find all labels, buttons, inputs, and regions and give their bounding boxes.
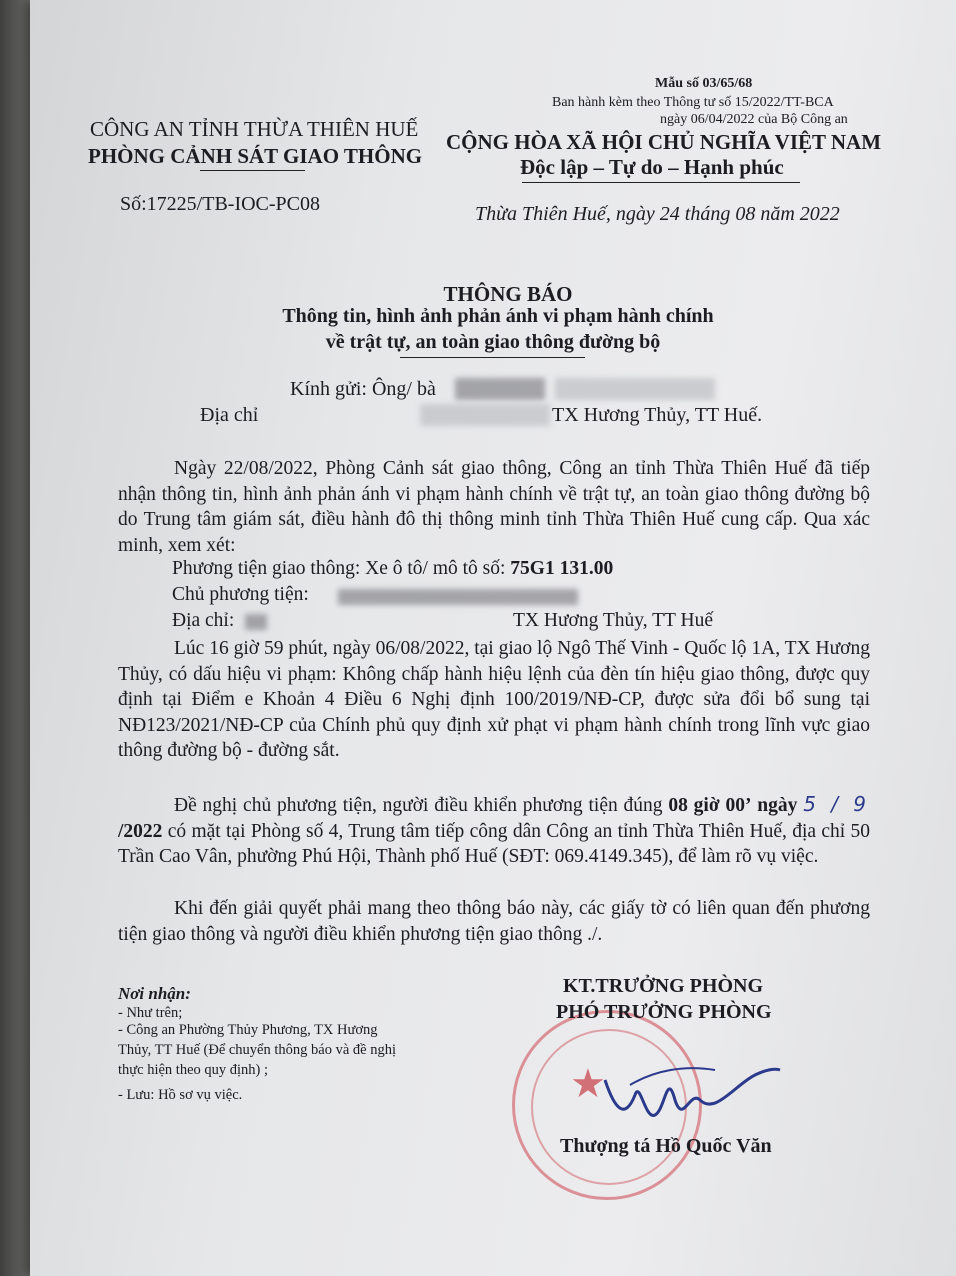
place-and-date: Thừa Thiên Huế, ngày 24 tháng 08 năm 2022 (475, 203, 840, 225)
stamp-star-icon: ★ (570, 1061, 606, 1106)
department-name: PHÒNG CẢNH SÁT GIAO THÔNG (88, 144, 423, 168)
vehicle-label: Phương tiện giao thông: Xe ô tô/ mô tô số: (172, 558, 511, 579)
signature-title-1: KT.TRƯỞNG PHÒNG (563, 975, 763, 997)
paragraph-violation: Lúc 16 giờ 59 phút, ngày 06/08/2022, tại giao lộ Ngô Thế Vinh - Quốc lộ 1A, TX Hương Thủy, có dấu hiệu vi phạm: Không chấp hành hiệu lệnh của đèn tín hiệu giao thông, được quy định tại Điểm e Khoản 4 Điều 6 Nghị định 100/2019/NĐ-CP, được sửa đổi bổ sung tại NĐ123/2021/NĐ-CP của Chính phủ quy định xử phạt vi phạm hành chính trong lĩnh vực giao thông đường bộ - đường sắt. (118, 638, 870, 762)
signature-title-2: PHÓ TRƯỞNG PHÒNG (556, 1001, 772, 1023)
title-underline (400, 357, 585, 358)
vehicle-line (172, 558, 613, 580)
recipients-title: Nơi nhận: (118, 984, 191, 1003)
notice-subtitle-2: về trật tự, an toàn giao thông đường bộ (325, 331, 661, 353)
handwritten-date: 5 / 9 (803, 792, 871, 816)
appointment-day-label: ngày (757, 795, 798, 816)
form-number: Mẫu số 03/65/68 (655, 76, 753, 91)
request-text-b: có mặt tại Phòng số 4, Trung tâm tiếp công dân Công an tỉnh Thừa Thiên Huế, địa chỉ 50 Trần Cao Vân, phường Phú Hội, Thành phố Huế (SĐT: 069.4149.345), để làm rõ vụ việc. (118, 820, 870, 868)
form-issued-date: ngày 06/04/2022 của Bộ Công an (660, 112, 848, 127)
appointment-time: 08 giờ 00’ (668, 795, 752, 816)
national-motto: Độc lập – Tự do – Hạnh phúc (520, 155, 784, 179)
owner-address-tail: TX Hương Thủy, TT Huế (513, 610, 713, 631)
notice-title: THÔNG BÁO (443, 282, 573, 306)
redacted-owner-address (245, 614, 267, 630)
redacted-address (420, 404, 550, 426)
recipients-item-2-line-1: - Công an Phường Thủy Phương, TX Hương (118, 1022, 378, 1038)
signer-name: Thượng tá Hồ Quốc Văn (560, 1135, 772, 1157)
paragraph-request (118, 792, 870, 870)
signature-scribble (595, 1040, 785, 1140)
paragraph-intro: Ngày 22/08/2022, Phòng Cảnh sát giao thông, Công an tỉnh Thừa Thiên Huế đã tiếp nhận thông tin, hình ảnh phản ánh vi phạm hành chính về trật tự, an toàn giao thông đường bộ do Trung tâm giám sát, điều hành đô thị thông minh tỉnh Thừa Thiên Huế cung cấp. Qua xác minh, xem xét: (118, 458, 870, 556)
notice-subtitle-1: Thông tin, hình ảnh phản ánh vi phạm hành chính (282, 305, 714, 327)
recipient-address-tail: TX Hương Thủy, TT Huế. (552, 404, 763, 426)
redacted-name (455, 378, 545, 400)
form-issued-with: Ban hành kèm theo Thông tư số 15/2022/TT-BCA (552, 95, 834, 110)
department-underline (200, 170, 305, 171)
request-text-a: Đề nghị chủ phương tiện, người điều khiển phương tiện đúng (174, 795, 669, 816)
redacted-name-2 (555, 378, 715, 400)
desk-edge (0, 0, 30, 1276)
recipient-greeting: Kính gửi: Ông/ bà (290, 378, 436, 400)
owner-label: Chủ phương tiện: (172, 584, 309, 605)
recipients-item-2-line-2: Thủy, TT Huế (Để chuyển thông báo và đề nghị (118, 1042, 396, 1058)
owner-address-label: Địa chỉ: (172, 610, 235, 631)
agency-name: CÔNG AN TỈNH THỪA THIÊN HUẾ (90, 117, 419, 141)
motto-underline (522, 182, 800, 183)
nation-name: CỘNG HÒA XÃ HỘI CHỦ NGHĨA VIỆT NAM (446, 130, 882, 154)
appointment-year: /2022 (118, 820, 163, 842)
recipients-item-2-line-3: thực hiện theo quy định) ; (118, 1062, 269, 1078)
paragraph-documents: Khi đến giải quyết phải mang theo thông báo này, các giấy tờ có liên quan đến phương tiện giao thông và người điều khiển phương tiện giao thông ./. (118, 898, 870, 945)
recipients-item-1: - Như trên; (118, 1005, 183, 1021)
vehicle-plate: 75G1 131.00 (510, 558, 614, 579)
document-number: Số:17225/TB-IOC-PC08 (120, 193, 321, 215)
recipients-item-3: - Lưu: Hồ sơ vụ việc. (118, 1087, 243, 1103)
recipient-address-label: Địa chỉ (200, 404, 259, 426)
redacted-owner (338, 589, 578, 605)
